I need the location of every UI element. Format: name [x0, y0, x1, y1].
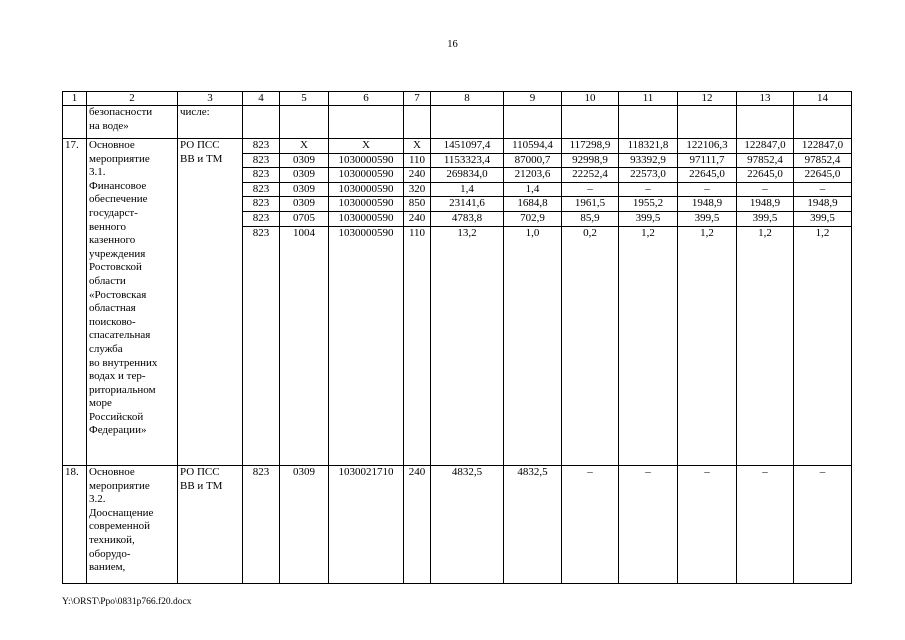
- subrow-value: 22645,0: [737, 168, 793, 183]
- subrow-value: 0,2: [583, 226, 597, 239]
- header-cell: 5: [280, 92, 329, 106]
- subrow-value: 1,2: [700, 226, 714, 239]
- activity-name-line: казенного: [89, 234, 136, 247]
- subrow-value: 0309: [280, 183, 328, 198]
- subrow-value: 1684,8: [504, 197, 561, 212]
- activity-name-cell: [87, 139, 178, 466]
- activity-name-line: обеспечение: [89, 193, 148, 206]
- subrow-value: 0309: [280, 154, 328, 169]
- subrow-value: 1153323,4: [431, 154, 503, 169]
- subrow-value: 1961,5: [562, 197, 618, 212]
- activity-name-line: риториальном: [89, 383, 156, 396]
- header-cell: 6: [329, 92, 404, 106]
- subrow-value: 1030000590: [338, 226, 394, 239]
- col-13-cell: –: [737, 466, 794, 584]
- subrow-value: 1030000590: [329, 154, 403, 169]
- subrow-value: 23141,6: [431, 197, 503, 212]
- subrow-value: 122847,0: [794, 139, 851, 154]
- col-10-cell: [562, 139, 619, 466]
- subrow-value: 1030000590: [329, 168, 403, 183]
- col-11-cell: –: [619, 466, 678, 584]
- header-cell: 14: [794, 92, 852, 106]
- subrow-value: 13,2: [457, 226, 477, 239]
- subrow-value: –: [794, 183, 851, 198]
- subrow-value: 240: [404, 168, 430, 183]
- executor-line: ВВ и ТМ: [180, 479, 223, 492]
- executor-line: РО ПСС: [180, 466, 220, 478]
- row-number: 17.: [63, 139, 87, 466]
- table-row-17: [63, 139, 852, 466]
- col-6-cell: 1030021710: [329, 466, 404, 584]
- subrow-value: 1030000590: [329, 197, 403, 212]
- subrow-value: 22645,0: [794, 168, 851, 183]
- header-cell: 9: [504, 92, 562, 106]
- continuation-name-line: безопасности: [89, 106, 153, 118]
- subrow-value: 399,5: [678, 212, 736, 227]
- activity-name-line: поисково-: [89, 315, 136, 328]
- subrow-value: 399,5: [737, 212, 793, 227]
- subrow-value: 110: [408, 226, 426, 239]
- budget-table: [62, 91, 852, 584]
- subrow-value: 702,9: [504, 212, 561, 227]
- subrow-value: 823: [243, 183, 279, 198]
- subrow-value: 92998,9: [562, 154, 618, 169]
- subrow-value: 87000,7: [504, 154, 561, 169]
- activity-name-line: «Ростовская: [89, 288, 147, 301]
- subrow-value: 1948,9: [737, 197, 793, 212]
- subrow-value: –: [562, 183, 618, 198]
- subrow-value: –: [737, 183, 793, 198]
- subrow-value: 850: [404, 197, 430, 212]
- subrow-value: 21203,6: [504, 168, 561, 183]
- subrow-value: Х: [404, 139, 430, 154]
- activity-name-line: спасательная: [89, 329, 151, 342]
- activity-name-line: мероприятие: [89, 479, 150, 492]
- subrow-value: 22252,4: [562, 168, 618, 183]
- footer-file-path: Y:\ORST\Ppo\0831p766.f20.docx: [62, 597, 192, 607]
- table-row-18: [63, 466, 852, 584]
- subrow-value: 110: [404, 154, 430, 169]
- subrow-value: 0309: [280, 197, 328, 212]
- subrow-value: 1,2: [641, 226, 655, 239]
- subrow-value: 1030000590: [329, 212, 403, 227]
- subrow-value: 110594,4: [504, 139, 561, 154]
- activity-name-line: венного: [89, 220, 127, 233]
- header-cell: 8: [431, 92, 504, 106]
- activity-name-line: море: [89, 397, 112, 410]
- col-8-cell: 4832,5: [431, 466, 504, 584]
- continuation-name-cell: [87, 106, 178, 139]
- activity-name-line: Ростовской: [89, 261, 142, 274]
- subrow-value: 4783,8: [431, 212, 503, 227]
- activity-name-line: 3.1.: [89, 166, 106, 179]
- subrow-value: 823: [243, 212, 279, 227]
- subrow-value: 1948,9: [678, 197, 736, 212]
- subrow-value: 97111,7: [678, 154, 736, 169]
- activity-name-line: мероприятие: [89, 152, 150, 165]
- activity-name-line: Основное: [89, 466, 135, 478]
- col-6-cell: [329, 139, 404, 466]
- activity-name-line: служба: [89, 342, 123, 355]
- subrow-value: 122106,3: [678, 139, 736, 154]
- subrow-value: 0705: [280, 212, 328, 227]
- activity-name-line: Основное: [89, 139, 135, 151]
- activity-name-line: ванием,: [89, 561, 126, 574]
- subrow-value: 1004: [293, 226, 315, 239]
- subrow-value: 269834,0: [431, 168, 503, 183]
- subrow-value: –: [619, 183, 677, 198]
- col-12-cell: [678, 139, 737, 466]
- activity-name-line: 3.2.: [89, 493, 106, 506]
- header-cell: 2: [87, 92, 178, 106]
- subrow-value: 1,4: [504, 183, 561, 198]
- subrow-value: 1,4: [431, 183, 503, 198]
- subrow-value: 117298,9: [562, 139, 618, 154]
- col-13-cell: [737, 139, 794, 466]
- subrow-value: 823: [252, 226, 270, 239]
- subrow-value: 823: [243, 139, 279, 154]
- activity-name-line: во внутренних: [89, 356, 158, 369]
- page-number: 16: [447, 39, 458, 50]
- subrow-value: 1,2: [815, 226, 830, 239]
- subrow-value: 118321,8: [619, 139, 677, 154]
- subrow-value: 320: [404, 183, 430, 198]
- col-14-cell: –: [794, 466, 852, 584]
- activity-name-line: области: [89, 274, 126, 287]
- subrow-value: 85,9: [562, 212, 618, 227]
- continuation-row: [63, 106, 852, 139]
- activity-name-line: учреждения: [89, 247, 146, 260]
- subrow-value: 1,0: [525, 226, 540, 239]
- subrow-value: 1451097,4: [431, 139, 503, 154]
- col-5-cell: 0309: [280, 466, 329, 584]
- subrow-value: 93392,9: [619, 154, 677, 169]
- subrow-value: 97852,4: [737, 154, 793, 169]
- header-cell: 3: [178, 92, 243, 106]
- header-cell: 12: [678, 92, 737, 106]
- subrow-value: 22573,0: [619, 168, 677, 183]
- col-10-cell: –: [562, 466, 619, 584]
- subrow-value: 97852,4: [794, 154, 851, 169]
- col-8-cell: [431, 139, 504, 466]
- header-cell: 1: [63, 92, 87, 106]
- subrow-value: Х: [329, 139, 403, 154]
- col-7-cell: [404, 139, 431, 466]
- continuation-exec-cell: числе:: [178, 106, 243, 139]
- subrow-value: 1,2: [758, 226, 772, 239]
- subrow-value: Х: [280, 139, 328, 154]
- subrow-value: 240: [404, 212, 430, 227]
- header-cell: 10: [562, 92, 619, 106]
- activity-name-line: современной: [89, 520, 150, 533]
- col-5-cell: [280, 139, 329, 466]
- activity-name-line: областная: [89, 302, 136, 315]
- subrow-value: 1955,2: [619, 197, 677, 212]
- col-9-cell: 4832,5: [504, 466, 562, 584]
- subrow-value: 823: [243, 168, 279, 183]
- activity-name-line: Российской: [89, 410, 144, 423]
- header-cell: 7: [404, 92, 431, 106]
- activity-name-line: Финансовое: [89, 179, 147, 192]
- subrow-value: 1030000590: [329, 183, 403, 198]
- continuation-name-line: на воде»: [89, 119, 129, 132]
- col-11-cell: [619, 139, 678, 466]
- subrow-value: 0309: [280, 168, 328, 183]
- activity-name-cell: [87, 466, 178, 584]
- row-number: 18.: [63, 466, 87, 584]
- executor-cell: [178, 139, 243, 466]
- executor-cell: [178, 466, 243, 584]
- col-7-cell: 240: [404, 466, 431, 584]
- activity-name-line: Дооснащение: [89, 506, 154, 519]
- col-14-cell: [794, 139, 852, 466]
- header-cell: 11: [619, 92, 678, 106]
- subrow-value: 122847,0: [737, 139, 793, 154]
- subrow-value: 22645,0: [678, 168, 736, 183]
- activity-name-line: Федерации»: [89, 424, 147, 437]
- activity-name-line: оборудо-: [89, 547, 131, 560]
- subrow-value: 1948,9: [794, 197, 851, 212]
- col-9-cell: [504, 139, 562, 466]
- executor-line: ВВ и ТМ: [180, 152, 223, 165]
- subrow-value: –: [678, 183, 736, 198]
- col-4-cell: [243, 139, 280, 466]
- table-header-row: [63, 92, 852, 106]
- activity-name-line: техникой,: [89, 533, 135, 546]
- col-12-cell: –: [678, 466, 737, 584]
- col-4-cell: 823: [243, 466, 280, 584]
- executor-line: РО ПСС: [180, 139, 220, 151]
- activity-name-line: государст-: [89, 206, 138, 219]
- header-cell: 4: [243, 92, 280, 106]
- subrow-value: 399,5: [794, 212, 851, 227]
- subrow-value: 399,5: [619, 212, 677, 227]
- subrow-value: 823: [243, 154, 279, 169]
- subrow-value: 823: [243, 197, 279, 212]
- header-cell: 13: [737, 92, 794, 106]
- activity-name-line: водах и тер-: [89, 370, 146, 383]
